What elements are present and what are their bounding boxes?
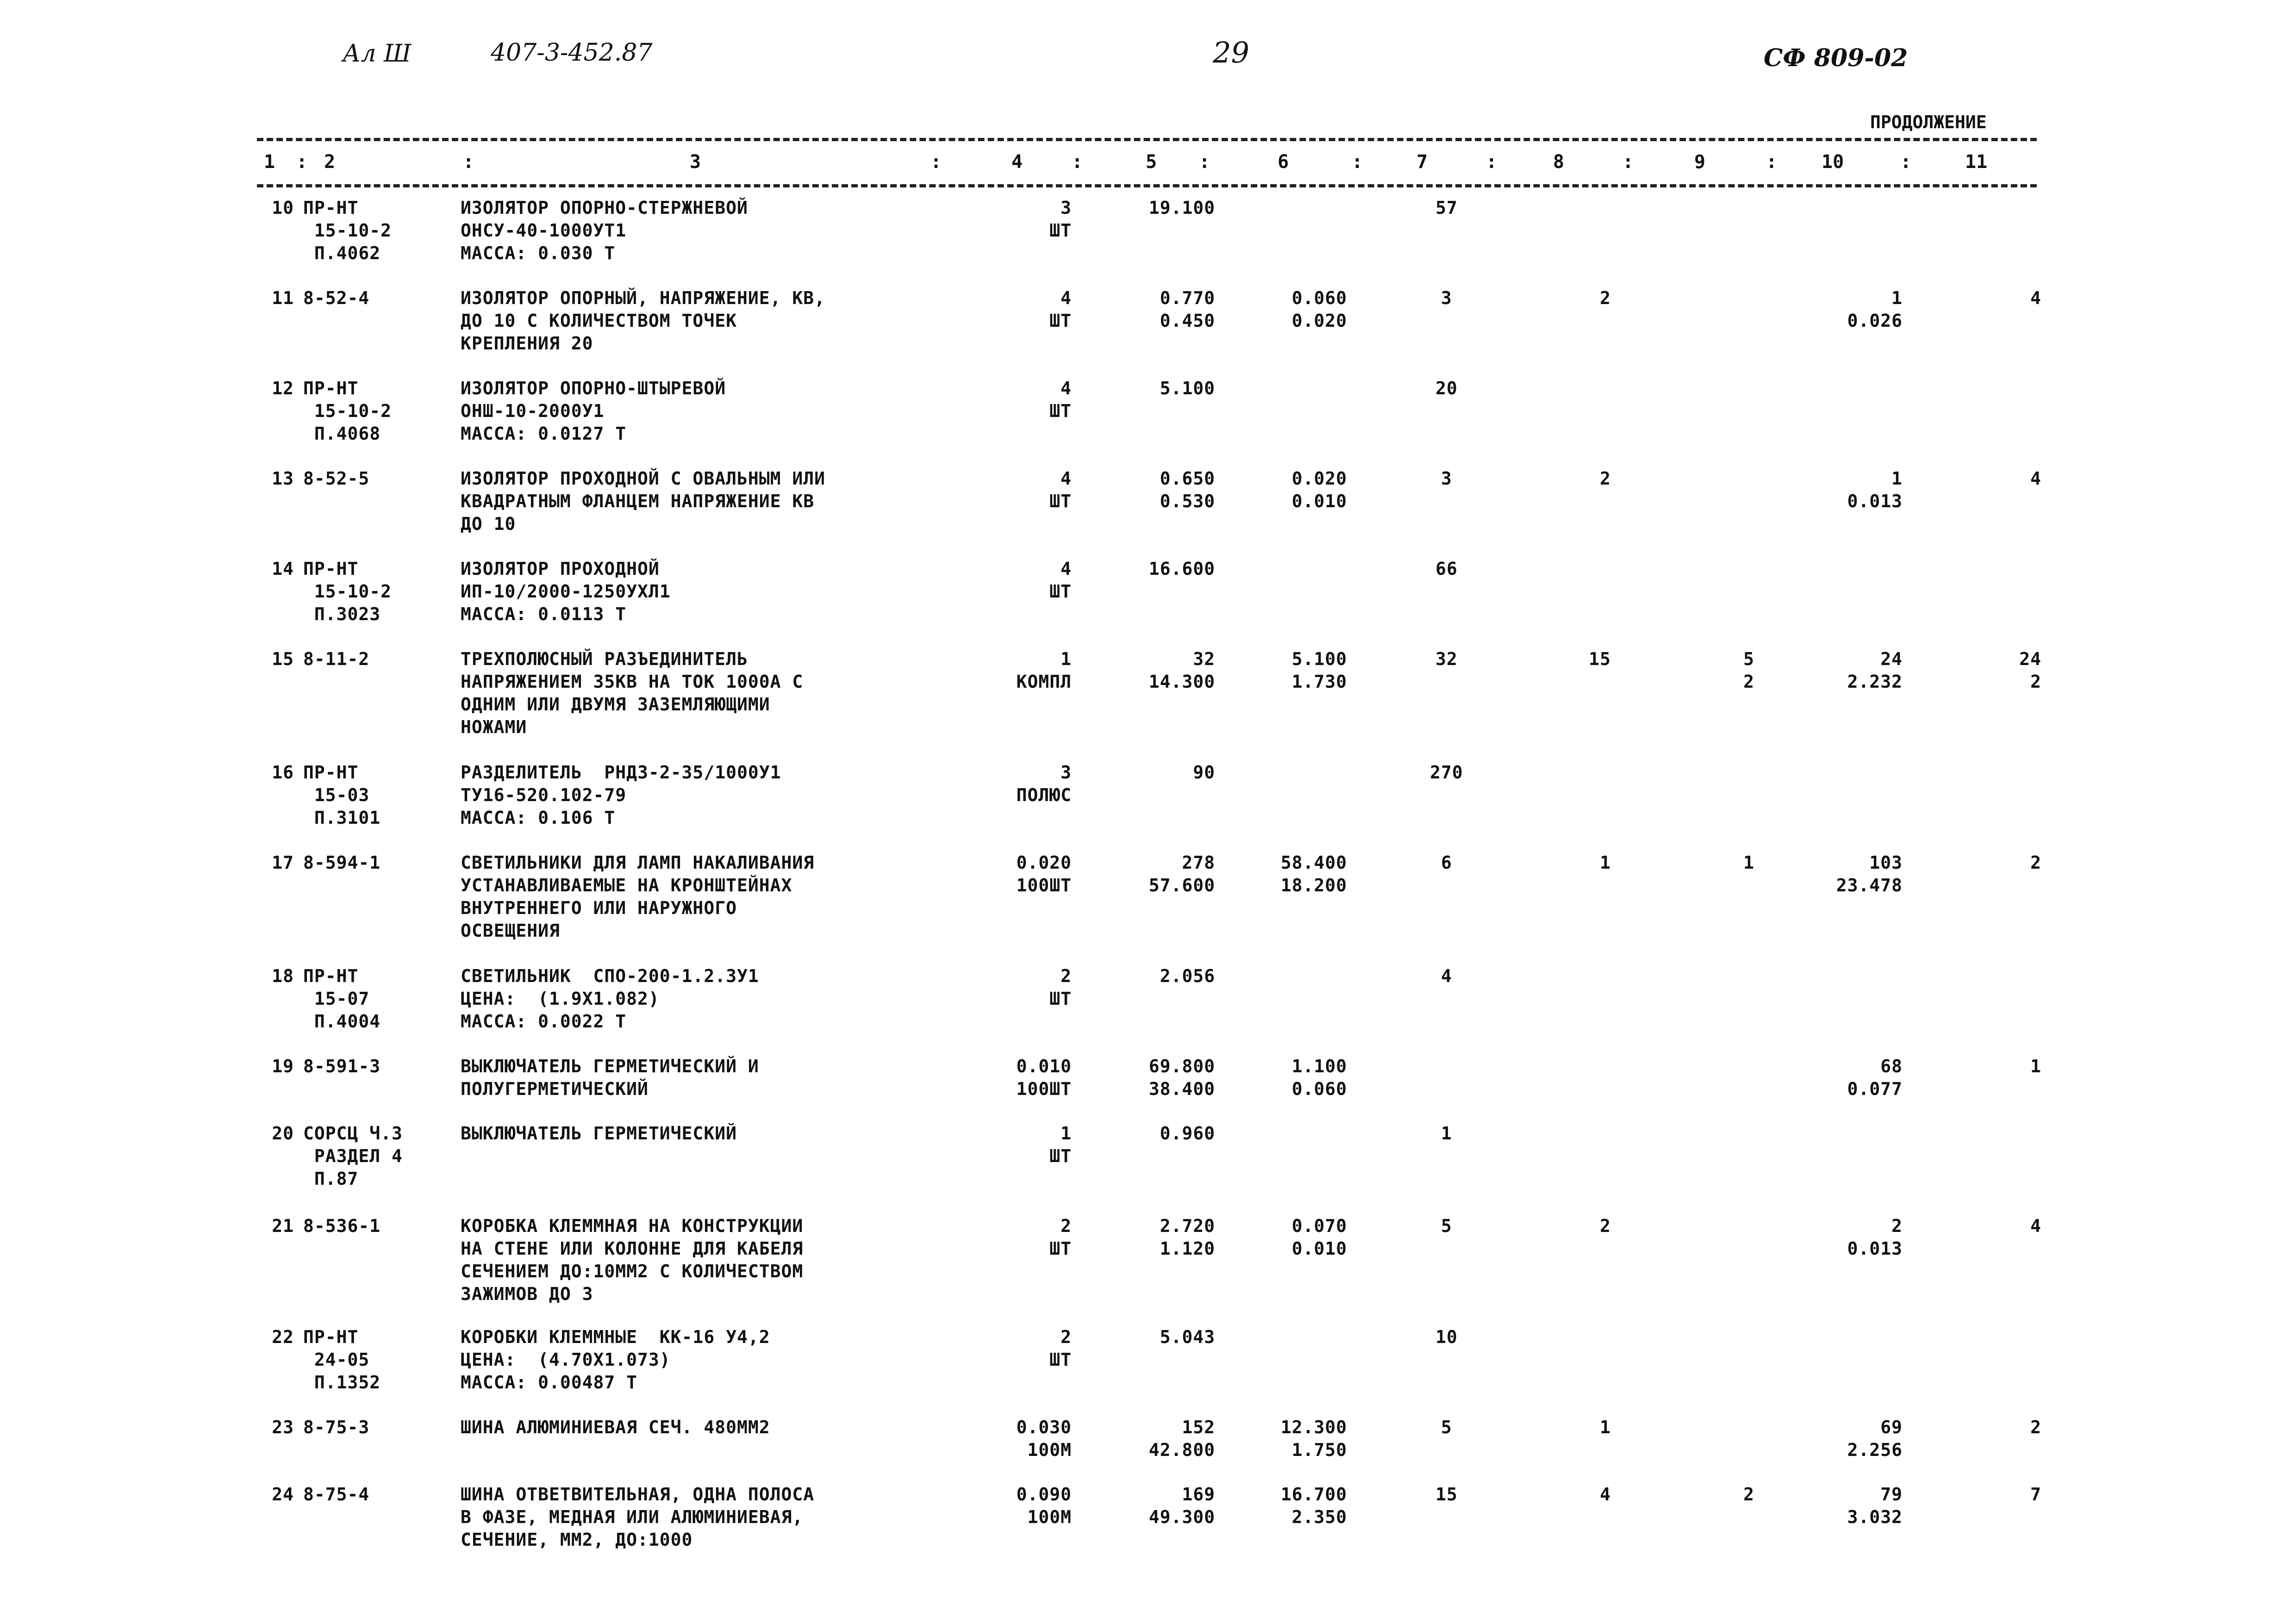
column-header: 11 xyxy=(1965,151,1988,173)
cell-code: ПР-НТ 15-07 П.4004 xyxy=(303,966,381,1032)
sheet-code: СФ 809-02 xyxy=(1764,44,1908,72)
cell-code: 8-536-1 xyxy=(303,1216,381,1236)
cell-c8: 1 xyxy=(1600,1417,1611,1437)
cell-code: 8-52-4 xyxy=(303,288,370,308)
cell-c5: 69.800 38.400 xyxy=(1148,1056,1215,1099)
cell-c10: 103 23.478 xyxy=(1836,852,1903,895)
cell-n: 16 xyxy=(272,762,294,783)
cell-code: 8-594-1 xyxy=(303,852,381,873)
column-separator: : xyxy=(296,151,308,173)
cell-name: ВЫКЛЮЧАТЕЛЬ ГЕРМЕТИЧЕСКИЙ xyxy=(461,1123,737,1144)
cell-code: 8-52-5 xyxy=(303,468,370,489)
cell-n: 20 xyxy=(272,1123,294,1144)
column-separator: : xyxy=(1622,151,1634,173)
cell-name: ВЫКЛЮЧАТЕЛЬ ГЕРМЕТИЧЕСКИЙ И ПОЛУГЕРМЕТИЧЕСКИЙ xyxy=(461,1056,759,1099)
cell-c5: 278 57.600 xyxy=(1148,852,1215,895)
cell-name: ШИНА АЛЮМИНИЕВАЯ СЕЧ. 480ММ2 xyxy=(461,1417,770,1437)
cell-n: 18 xyxy=(272,966,294,986)
cell-code: ПР-НТ 15-10-2 П.4062 xyxy=(303,198,392,263)
cell-c7: 1 xyxy=(1441,1123,1452,1144)
cell-c5: 2.720 1.120 xyxy=(1160,1216,1215,1259)
cell-c5: 2.056 xyxy=(1160,966,1215,986)
cell-n: 17 xyxy=(272,852,294,873)
cell-c11: 24 2 xyxy=(2019,649,2041,692)
cell-n: 14 xyxy=(272,559,294,579)
cell-qty: 3 ПОЛЮС xyxy=(1016,762,1072,805)
cell-n: 15 xyxy=(272,649,294,669)
cell-code: ПР-НТ 15-03 П.3101 xyxy=(303,762,381,828)
cell-c6: 0.070 0.010 xyxy=(1292,1216,1347,1259)
cell-c9: 1 xyxy=(1743,852,1754,873)
cell-n: 19 xyxy=(272,1056,294,1076)
cell-c8: 2 xyxy=(1600,288,1611,308)
cell-qty: 2 ШТ xyxy=(1049,966,1072,1009)
cell-code: 8-11-2 xyxy=(303,649,370,669)
cell-c5: 152 42.800 xyxy=(1148,1417,1215,1460)
cell-code: ПР-НТ 15-10-2 П.3023 xyxy=(303,559,392,624)
cell-c5: 0.650 0.530 xyxy=(1160,468,1215,511)
cell-qty: 0.010 100ШТ xyxy=(1016,1056,1072,1099)
cell-c10: 69 2.256 xyxy=(1847,1417,1903,1460)
cell-c8: 15 xyxy=(1589,649,1611,669)
cell-code: ПР-НТ 15-10-2 П.4068 xyxy=(303,378,392,444)
cell-c6: 5.100 1.730 xyxy=(1292,649,1347,692)
cell-c11: 1 xyxy=(2030,1056,2041,1076)
cell-name: СВЕТИЛЬНИК СПО-200-1.2.3У1 ЦЕНА: (1.9Х1.082) МАССА: 0.0022 Т xyxy=(461,966,759,1032)
cell-code: ПР-НТ 24-05 П.1352 xyxy=(303,1327,381,1393)
cell-c5: 32 14.300 xyxy=(1148,649,1215,692)
cell-c7: 10 xyxy=(1435,1327,1458,1347)
cell-n: 24 xyxy=(272,1484,294,1505)
cell-c6: 16.700 2.350 xyxy=(1280,1484,1347,1527)
cell-name: РАЗДЕЛИТЕЛЬ РНДЗ-2-35/1000У1 ТУ16-520.102-79 МАССА: 0.106 Т xyxy=(461,762,781,828)
cell-qty: 0.020 100ШТ xyxy=(1016,852,1072,895)
cell-c9: 5 2 xyxy=(1743,649,1754,692)
column-header: 2 xyxy=(324,151,336,173)
cell-n: 22 xyxy=(272,1327,294,1347)
cell-n: 10 xyxy=(272,198,294,218)
cell-code: 8-75-4 xyxy=(303,1484,370,1505)
cell-c5: 169 49.300 xyxy=(1148,1484,1215,1527)
left-mark: Ал Ш xyxy=(343,40,412,68)
cell-qty: 2 ШТ xyxy=(1049,1216,1072,1259)
column-separator: : xyxy=(1072,151,1083,173)
cell-c5: 90 xyxy=(1193,762,1215,783)
column-header: 1 xyxy=(264,151,275,173)
cell-c11: 4 xyxy=(2030,288,2041,308)
cell-c10: 2 0.013 xyxy=(1847,1216,1903,1259)
cell-c11: 2 xyxy=(2030,1417,2041,1437)
cell-c9: 2 xyxy=(1743,1484,1754,1505)
column-separator: : xyxy=(1900,151,1912,173)
cell-c7: 57 xyxy=(1435,198,1458,218)
cell-c6: 1.100 0.060 xyxy=(1292,1056,1347,1099)
column-separator: : xyxy=(1352,151,1363,173)
column-header: 8 xyxy=(1553,151,1565,173)
cell-c10: 24 2.232 xyxy=(1847,649,1903,692)
cell-qty: 4 ШТ xyxy=(1049,378,1072,421)
column-separator: : xyxy=(1199,151,1210,173)
cell-c10: 1 0.013 xyxy=(1847,468,1903,511)
cell-c10: 79 3.032 xyxy=(1847,1484,1903,1527)
cell-qty: 1 КОМПЛ xyxy=(1016,649,1072,692)
cell-c10: 68 0.077 xyxy=(1847,1056,1903,1099)
doc-number: 407-3-452.87 xyxy=(491,39,653,67)
table-top-rule xyxy=(257,138,2037,141)
cell-name: СВЕТИЛЬНИКИ ДЛЯ ЛАМП НАКАЛИВАНИЯ УСТАНАВЛИВАЕМЫЕ НА КРОНШТЕЙНАХ ВНУТРЕННЕГО ИЛИ НАРУЖНОГО ОСВЕЩЕНИЯ xyxy=(461,852,815,941)
cell-c7: 5 xyxy=(1441,1216,1452,1236)
cell-code: СОРСЦ Ч.3 РАЗДЕЛ 4 П.87 xyxy=(303,1123,403,1189)
header-bottom-rule xyxy=(257,184,2037,187)
cell-name: ТРЕХПОЛЮСНЫЙ РАЗЪЕДИНИТЕЛЬ НАПРЯЖЕНИЕМ 35КВ НА ТОК 1000А С ОДНИМ ИЛИ ДВУМЯ ЗАЗЕМЛЯЮЩИМИ НОЖАМИ xyxy=(461,649,804,737)
cell-c7: 6 xyxy=(1441,852,1452,873)
cell-qty: 4 ШТ xyxy=(1049,559,1072,602)
cell-c8: 4 xyxy=(1600,1484,1611,1505)
cell-name: ИЗОЛЯТОР ОПОРНО-СТЕРЖНЕВОЙ ОНСУ-40-1000УТ1 МАССА: 0.030 Т xyxy=(461,198,748,263)
column-header: 5 xyxy=(1146,151,1157,173)
cell-c5: 16.600 xyxy=(1148,559,1215,579)
cell-c11: 4 xyxy=(2030,1216,2041,1236)
cell-c11: 7 xyxy=(2030,1484,2041,1505)
cell-code: 8-591-3 xyxy=(303,1056,381,1076)
cell-name: ИЗОЛЯТОР ОПОРНЫЙ, НАПРЯЖЕНИЕ, КВ, ДО 10 С КОЛИЧЕСТВОМ ТОЧЕК КРЕПЛЕНИЯ 20 xyxy=(461,288,825,354)
cell-c5: 0.960 xyxy=(1160,1123,1215,1144)
cell-c5: 19.100 xyxy=(1148,198,1215,218)
cell-c7: 15 xyxy=(1435,1484,1458,1505)
column-header: 7 xyxy=(1416,151,1428,173)
cell-c7: 20 xyxy=(1435,378,1458,398)
cell-name: КОРОБКИ КЛЕММНЫЕ КК-16 У4,2 ЦЕНА: (4.70Х1.073) МАССА: 0.00487 Т xyxy=(461,1327,770,1393)
column-header: 10 xyxy=(1822,151,1844,173)
cell-qty: 0.090 100М xyxy=(1016,1484,1072,1527)
cell-name: ИЗОЛЯТОР ПРОХОДНОЙ С ОВАЛЬНЫМ ИЛИ КВАДРАТНЫМ ФЛАНЦЕМ НАПРЯЖЕНИЕ КВ ДО 10 xyxy=(461,468,825,534)
cell-name: ИЗОЛЯТОР ОПОРНО-ШТЫРЕВОЙ ОНШ-10-2000У1 МАССА: 0.0127 Т xyxy=(461,378,726,444)
cell-c7: 3 xyxy=(1441,288,1452,308)
cell-qty: 0.030 100М xyxy=(1016,1417,1072,1460)
column-header: 3 xyxy=(690,151,701,173)
cell-name: КОРОБКА КЛЕММНАЯ НА КОНСТРУКЦИИ НА СТЕНЕ ИЛИ КОЛОННЕ ДЛЯ КАБЕЛЯ СЕЧЕНИЕМ ДО:10ММ2 С КОЛИЧЕСТВОМ ЗАЖИМОВ ДО 3 xyxy=(461,1216,804,1304)
cell-c7: 32 xyxy=(1435,649,1458,669)
column-header: 9 xyxy=(1694,151,1706,173)
cell-n: 23 xyxy=(272,1417,294,1437)
column-header: 4 xyxy=(1011,151,1023,173)
cell-c5: 0.770 0.450 xyxy=(1160,288,1215,331)
cell-qty: 1 ШТ xyxy=(1049,1123,1072,1166)
column-separator: : xyxy=(1486,151,1497,173)
cell-c6: 58.400 18.200 xyxy=(1280,852,1347,895)
cell-n: 13 xyxy=(272,468,294,489)
cell-c5: 5.100 xyxy=(1160,378,1215,398)
cell-c7: 4 xyxy=(1441,966,1452,986)
cell-c11: 4 xyxy=(2030,468,2041,489)
cell-qty: 2 ШТ xyxy=(1049,1327,1072,1370)
cell-c7: 3 xyxy=(1441,468,1452,489)
column-header: 6 xyxy=(1278,151,1289,173)
cell-name: ИЗОЛЯТОР ПРОХОДНОЙ ИП-10/2000-1250УХЛ1 МАССА: 0.0113 Т xyxy=(461,559,671,624)
continuation-label: ПРОДОЛЖЕНИЕ xyxy=(1870,112,1987,132)
cell-name: ШИНА ОТВЕТВИТЕЛЬНАЯ, ОДНА ПОЛОСА В ФАЗЕ, МЕДНАЯ ИЛИ АЛЮМИНИЕВАЯ, СЕЧЕНИЕ, ММ2, ДО:1000 xyxy=(461,1484,815,1550)
cell-qty: 3 ШТ xyxy=(1049,198,1072,241)
cell-c8: 1 xyxy=(1600,852,1611,873)
cell-qty: 4 ШТ xyxy=(1049,468,1072,511)
cell-c7: 270 xyxy=(1430,762,1463,783)
cell-c5: 5.043 xyxy=(1160,1327,1215,1347)
cell-c7: 5 xyxy=(1441,1417,1452,1437)
cell-n: 21 xyxy=(272,1216,294,1236)
column-separator: : xyxy=(930,151,942,173)
cell-c6: 0.060 0.020 xyxy=(1292,288,1347,331)
cell-c8: 2 xyxy=(1600,468,1611,489)
cell-c11: 2 xyxy=(2030,852,2041,873)
cell-code: 8-75-3 xyxy=(303,1417,370,1437)
column-separator: : xyxy=(1766,151,1778,173)
cell-c7: 66 xyxy=(1435,559,1458,579)
cell-qty: 4 ШТ xyxy=(1049,288,1072,331)
column-separator: : xyxy=(463,151,474,173)
cell-c6: 12.300 1.750 xyxy=(1280,1417,1347,1460)
cell-c10: 1 0.026 xyxy=(1847,288,1903,331)
page-number: 29 xyxy=(1213,36,1249,69)
cell-c8: 2 xyxy=(1600,1216,1611,1236)
cell-c6: 0.020 0.010 xyxy=(1292,468,1347,511)
cell-n: 11 xyxy=(272,288,294,308)
cell-n: 12 xyxy=(272,378,294,398)
